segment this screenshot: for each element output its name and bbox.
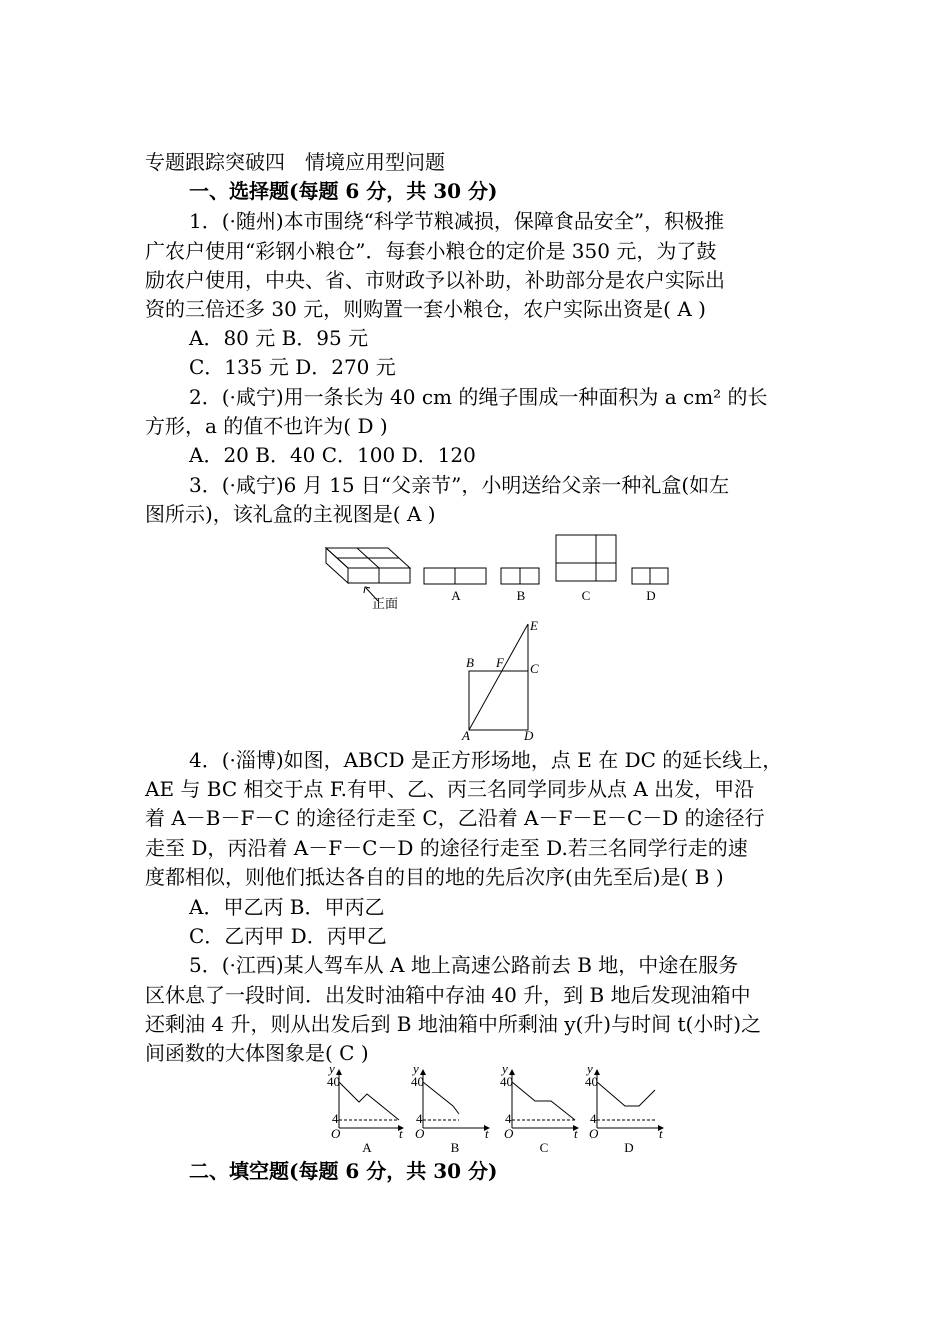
q4-text-line-5: 度都相似，则他们抵达各自的目的地的先后次序(由先至后)是( B ) (145, 865, 724, 889)
q4-options-1: A．甲乙丙 B．甲丙乙 (189, 895, 385, 919)
section-heading-choice: 一、选择题(每题 6 分，共 30 分) (189, 179, 498, 203)
graph-c-origin: O (504, 1126, 514, 1141)
q2-text-line-2: 方形，a 的值不也许为( D ) (145, 414, 388, 438)
q4-text-line-1: 4．(·淄博)如图，ABCD 是正方形场地，点 E 在 DC 的延长线上， (189, 748, 783, 772)
square-abcd (469, 671, 528, 730)
graph-a-origin: O (331, 1126, 341, 1141)
graph-a-line (339, 1082, 399, 1120)
option-b-label: B (516, 588, 526, 603)
graph-b-x-label: t (485, 1126, 489, 1141)
point-f-label: F (496, 655, 504, 670)
graph-a-x-label: t (399, 1126, 403, 1141)
option-c-label: C (581, 588, 591, 603)
q5-text-line-1: 5．(·江西)某人驾车从 A 地上高速公路前去 B 地，中途在服务 (189, 953, 739, 977)
q4-text-line-4: 走至 D，丙沿着 A－F－C－D 的途径行走至 D.若三名同学行走的速 (145, 836, 748, 860)
q1-text-line-3: 励农户使用，中央、省、市财政予以补助，补助部分是农户实际出 (145, 268, 725, 292)
graph-d-y-label: y (587, 1061, 593, 1076)
graph-a-tick-4: 4 (332, 1111, 339, 1126)
graph-b-y-label: y (413, 1061, 419, 1076)
segment-ae (469, 624, 528, 730)
graph-d-x-label: t (659, 1126, 663, 1141)
q2-options: A．20 B．40 C．100 D．120 (189, 443, 476, 467)
q5-text-line-2: 区休息了一段时间．出发时油箱中存油 40 升，到 B 地后发现油箱中 (145, 983, 751, 1007)
q4-options-2: C．乙丙甲 D．丙甲乙 (189, 924, 387, 948)
q3-text-line-1: 3．(·咸宁)6 月 15 日“父亲节”，小明送给父亲一种礼盒(如左 (189, 473, 730, 497)
graph-d-line (597, 1082, 655, 1106)
graph-b-tick-4: 4 (416, 1111, 423, 1126)
graph-c-tick-4: 4 (505, 1111, 512, 1126)
q1-options-2: C．135 元 D．270 元 (189, 355, 396, 379)
graph-c-tick-40: 40 (500, 1074, 513, 1089)
graph-d-caption: D (624, 1140, 634, 1155)
q1-options-1: A．80 元 B．95 元 (189, 326, 369, 350)
graph-d-tick-40: 40 (585, 1074, 598, 1089)
q4-text-line-3: 着 A－B－F－C 的途径行走至 C，乙沿着 A－F－E－C－D 的途径行 (145, 806, 765, 830)
point-a-label: A (462, 728, 470, 743)
graph-c-y-label: y (502, 1061, 508, 1076)
graph-b (423, 1070, 489, 1128)
point-b-label: B (466, 655, 474, 670)
graph-d-origin: O (589, 1126, 599, 1141)
graph-b-origin: O (415, 1126, 425, 1141)
graph-b-caption: B (450, 1140, 460, 1155)
gift-box-side (326, 548, 348, 583)
graph-a (339, 1070, 403, 1128)
option-a-label: A (451, 588, 461, 603)
q4-figure (460, 618, 550, 742)
graph-a-y-label: y (329, 1061, 335, 1076)
graph-b-line (423, 1082, 459, 1114)
graph-a-caption: A (362, 1140, 372, 1155)
q1-text-line-2: 广农户使用“彩钢小粮仓”．每套小粮仓的定价是 350 元，为了鼓 (145, 239, 717, 263)
point-e-label: E (530, 618, 538, 633)
graph-d-tick-4: 4 (590, 1111, 597, 1126)
q4-text-line-2: AE 与 BC 相交于点 F.有甲、乙、丙三名同学同步从点 A 出发，甲沿 (145, 777, 755, 801)
q3-text-line-2: 图所示)，该礼盒的主视图是( A ) (145, 502, 436, 526)
graph-a-tick-40: 40 (327, 1074, 340, 1089)
section-heading-fill: 二、填空题(每题 6 分，共 30 分) (189, 1159, 498, 1183)
point-d-label: D (524, 728, 534, 743)
front-label: 正面 (372, 596, 399, 611)
option-d-label: D (646, 588, 656, 603)
graph-c-x-label: t (574, 1126, 578, 1141)
graph-c-line (512, 1082, 575, 1120)
point-c-label: C (530, 661, 539, 676)
graph-c (512, 1070, 578, 1128)
q5-text-line-4: 间函数的大体图象是( C ) (145, 1041, 369, 1065)
q1-text-line-4: 资的三倍还多 30 元，则购置一套小粮仓，农户实际出资是( A ) (145, 297, 706, 321)
q1-text-line-1: 1．(·随州)本市围绕“科学节粮减损，保障食品安全”，积极推 (189, 209, 725, 233)
q2-text-line-1: 2．(·咸宁)用一条长为 40 cm 的绳子围成一种面积为 a cm² 的长 (189, 385, 768, 409)
graph-d (597, 1070, 663, 1128)
q5-graphs (325, 1061, 675, 1156)
graph-c-caption: C (539, 1140, 549, 1155)
page-title: 专题跟踪突破四 情境应用型问题 (145, 150, 445, 174)
q3-figure (320, 530, 680, 615)
graph-b-tick-40: 40 (411, 1074, 424, 1089)
q5-text-line-3: 还剩油 4 升，则从出发后到 B 地油箱中所剩油 y(升)与时间 t(小时)之 (145, 1012, 762, 1036)
option-c-view (556, 535, 616, 581)
